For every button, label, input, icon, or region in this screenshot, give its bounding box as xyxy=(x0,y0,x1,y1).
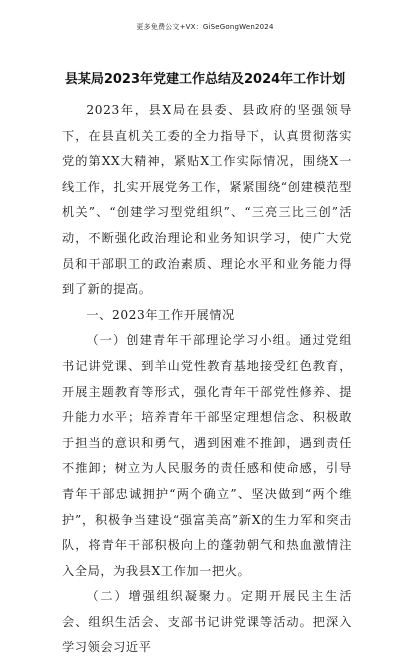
subsection-paragraph-1: （一）创建青年干部理论学习小组。通过党组书记讲党课、到羊山党性教育基地接受红色教育，开展主题教育等形式，强化青年干部党性修养、提升能力水平；培养青年干部坚定理想信念、积极敢于担当的意识和勇气，遇到困难不推卸，遇到责任不推卸；树立为人民服务的责任感和使命感，引导青年干部忠诚拥护“两个确立”、坚决做到“两个维护”，积极争当建设“强富美高”新X的生力军和突击队，将青年干部积极向上的蓬勃朝气和热血激情注入全局，为我县X工作加一把火。 xyxy=(62,333,352,578)
header-note: 更多免费公文+VX：GiSeGongWen2024 xyxy=(136,23,274,31)
document-title: 县某局2023年党建工作总结及2024年工作计划 xyxy=(64,72,346,87)
intro-paragraph: 2023年，县X局在县委、县政府的坚强领导下，在县直机关工委的全力指导下，认真贯彻落实党的第XX大精神，紧贴X工作实际情况，围绕X一线工作，扎实开展党务工作，紧紧围绕“创建模范型机关”、“创建学习型党组织”、“三亮三比三创”活动，不断强化政治理论和业务知识学习，使广大党员和干部职工的政治素质、理论水平和业务能力得到了新的提高。 xyxy=(62,103,352,297)
section-heading: 一、2023年工作开展情况 xyxy=(86,307,235,322)
subsection-paragraph-2: （二）增强组织凝聚力。定期开展民主生活会、组织生活会、支部书记讲党课等活动。把深入学习领会习近平 xyxy=(62,589,352,655)
document-body xyxy=(62,98,352,661)
